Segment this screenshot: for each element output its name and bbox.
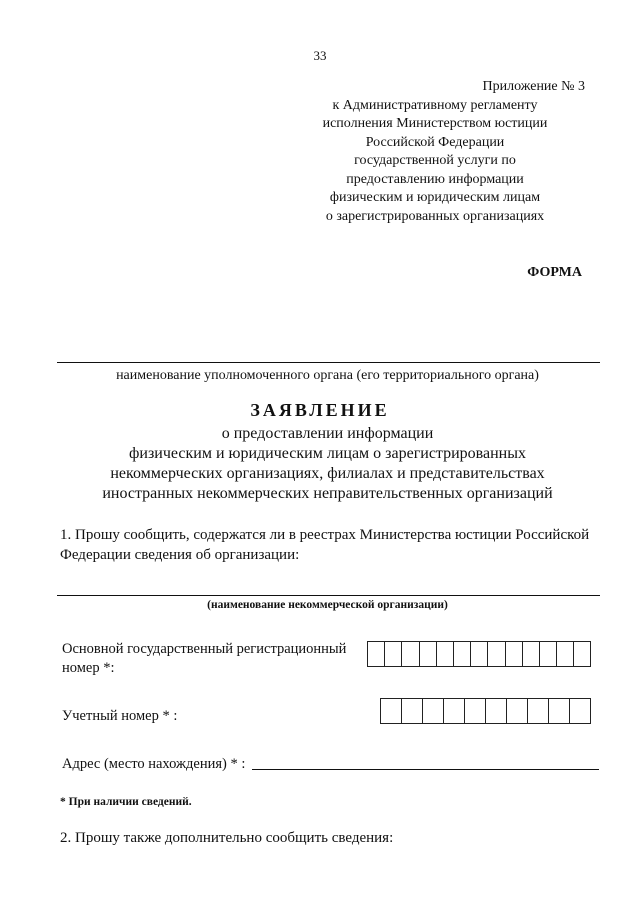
annex-line: физическим и юридическим лицам xyxy=(329,190,541,205)
digit-box[interactable] xyxy=(437,642,454,666)
digit-box[interactable] xyxy=(557,642,574,666)
subtitle-line: о предоставлении информации xyxy=(221,425,434,442)
digit-box[interactable] xyxy=(488,642,505,666)
annex-line: государственной услуги по xyxy=(354,153,516,168)
footnote: * При наличии сведений. xyxy=(60,796,192,808)
ogrn-boxes[interactable] xyxy=(367,641,591,667)
annex-line: Российской Федерации xyxy=(365,134,505,150)
digit-box[interactable] xyxy=(465,699,486,723)
annex-line: предоставлению информации xyxy=(346,171,524,187)
account-label: Учетный номер * : xyxy=(62,708,178,724)
ogrn-label: Основной государственный регистрационный номер *: xyxy=(62,641,347,676)
nko-caption: (наименование некоммерческой организации) xyxy=(207,599,448,611)
digit-box[interactable] xyxy=(402,642,419,666)
page-number: 33 xyxy=(313,48,327,63)
digit-box[interactable] xyxy=(454,642,471,666)
digit-box[interactable] xyxy=(523,642,540,666)
form-label: ФОРМА xyxy=(527,265,582,280)
digit-box[interactable] xyxy=(506,642,523,666)
authority-caption: наименование уполномоченного органа (его территориального органа) xyxy=(116,368,539,383)
document-subtitle xyxy=(50,424,605,504)
digit-box[interactable] xyxy=(540,642,557,666)
address-field-line[interactable] xyxy=(252,769,599,770)
digit-box[interactable] xyxy=(385,642,402,666)
digit-box[interactable] xyxy=(549,699,570,723)
digit-box[interactable] xyxy=(507,699,528,723)
subtitle-line: физическим и юридическим лицам о зарегистрированных xyxy=(129,445,526,462)
paragraph-1: 1. Прошу сообщить, содержатся ли в реестрах Министерства юстиции Российской Федерации сведения об организации: xyxy=(60,527,590,563)
subtitle-line: некоммерческих организациях, филиалах и представительствах xyxy=(110,465,545,482)
annex-line: исполнения Министерством юстиции xyxy=(322,116,548,131)
subtitle-line: иностранных некоммерческих неправительственных организаций xyxy=(102,485,553,502)
digit-box[interactable] xyxy=(420,642,437,666)
digit-box[interactable] xyxy=(471,642,488,666)
digit-box[interactable] xyxy=(444,699,465,723)
annex-line: о зарегистрированных организациях xyxy=(325,208,545,224)
annex-header xyxy=(285,78,585,226)
digit-box[interactable] xyxy=(570,699,590,723)
annex-line: Приложение № 3 xyxy=(482,79,585,94)
nko-name-field-line[interactable] xyxy=(57,595,600,596)
digit-box[interactable] xyxy=(368,642,385,666)
address-label: Адрес (место нахождения) * : xyxy=(62,756,246,772)
digit-box[interactable] xyxy=(486,699,507,723)
authority-field-line[interactable] xyxy=(57,362,600,363)
digit-box[interactable] xyxy=(423,699,444,723)
paragraph-2: 2. Прошу также дополнительно сообщить сведения: xyxy=(60,830,394,846)
digit-box[interactable] xyxy=(402,699,423,723)
digit-box[interactable] xyxy=(528,699,549,723)
document-title: ЗАЯВЛЕНИЕ xyxy=(250,400,390,420)
account-number-boxes[interactable] xyxy=(380,698,591,724)
digit-box[interactable] xyxy=(574,642,590,666)
annex-line: к Административному регламенту xyxy=(332,97,538,113)
digit-box[interactable] xyxy=(381,699,402,723)
